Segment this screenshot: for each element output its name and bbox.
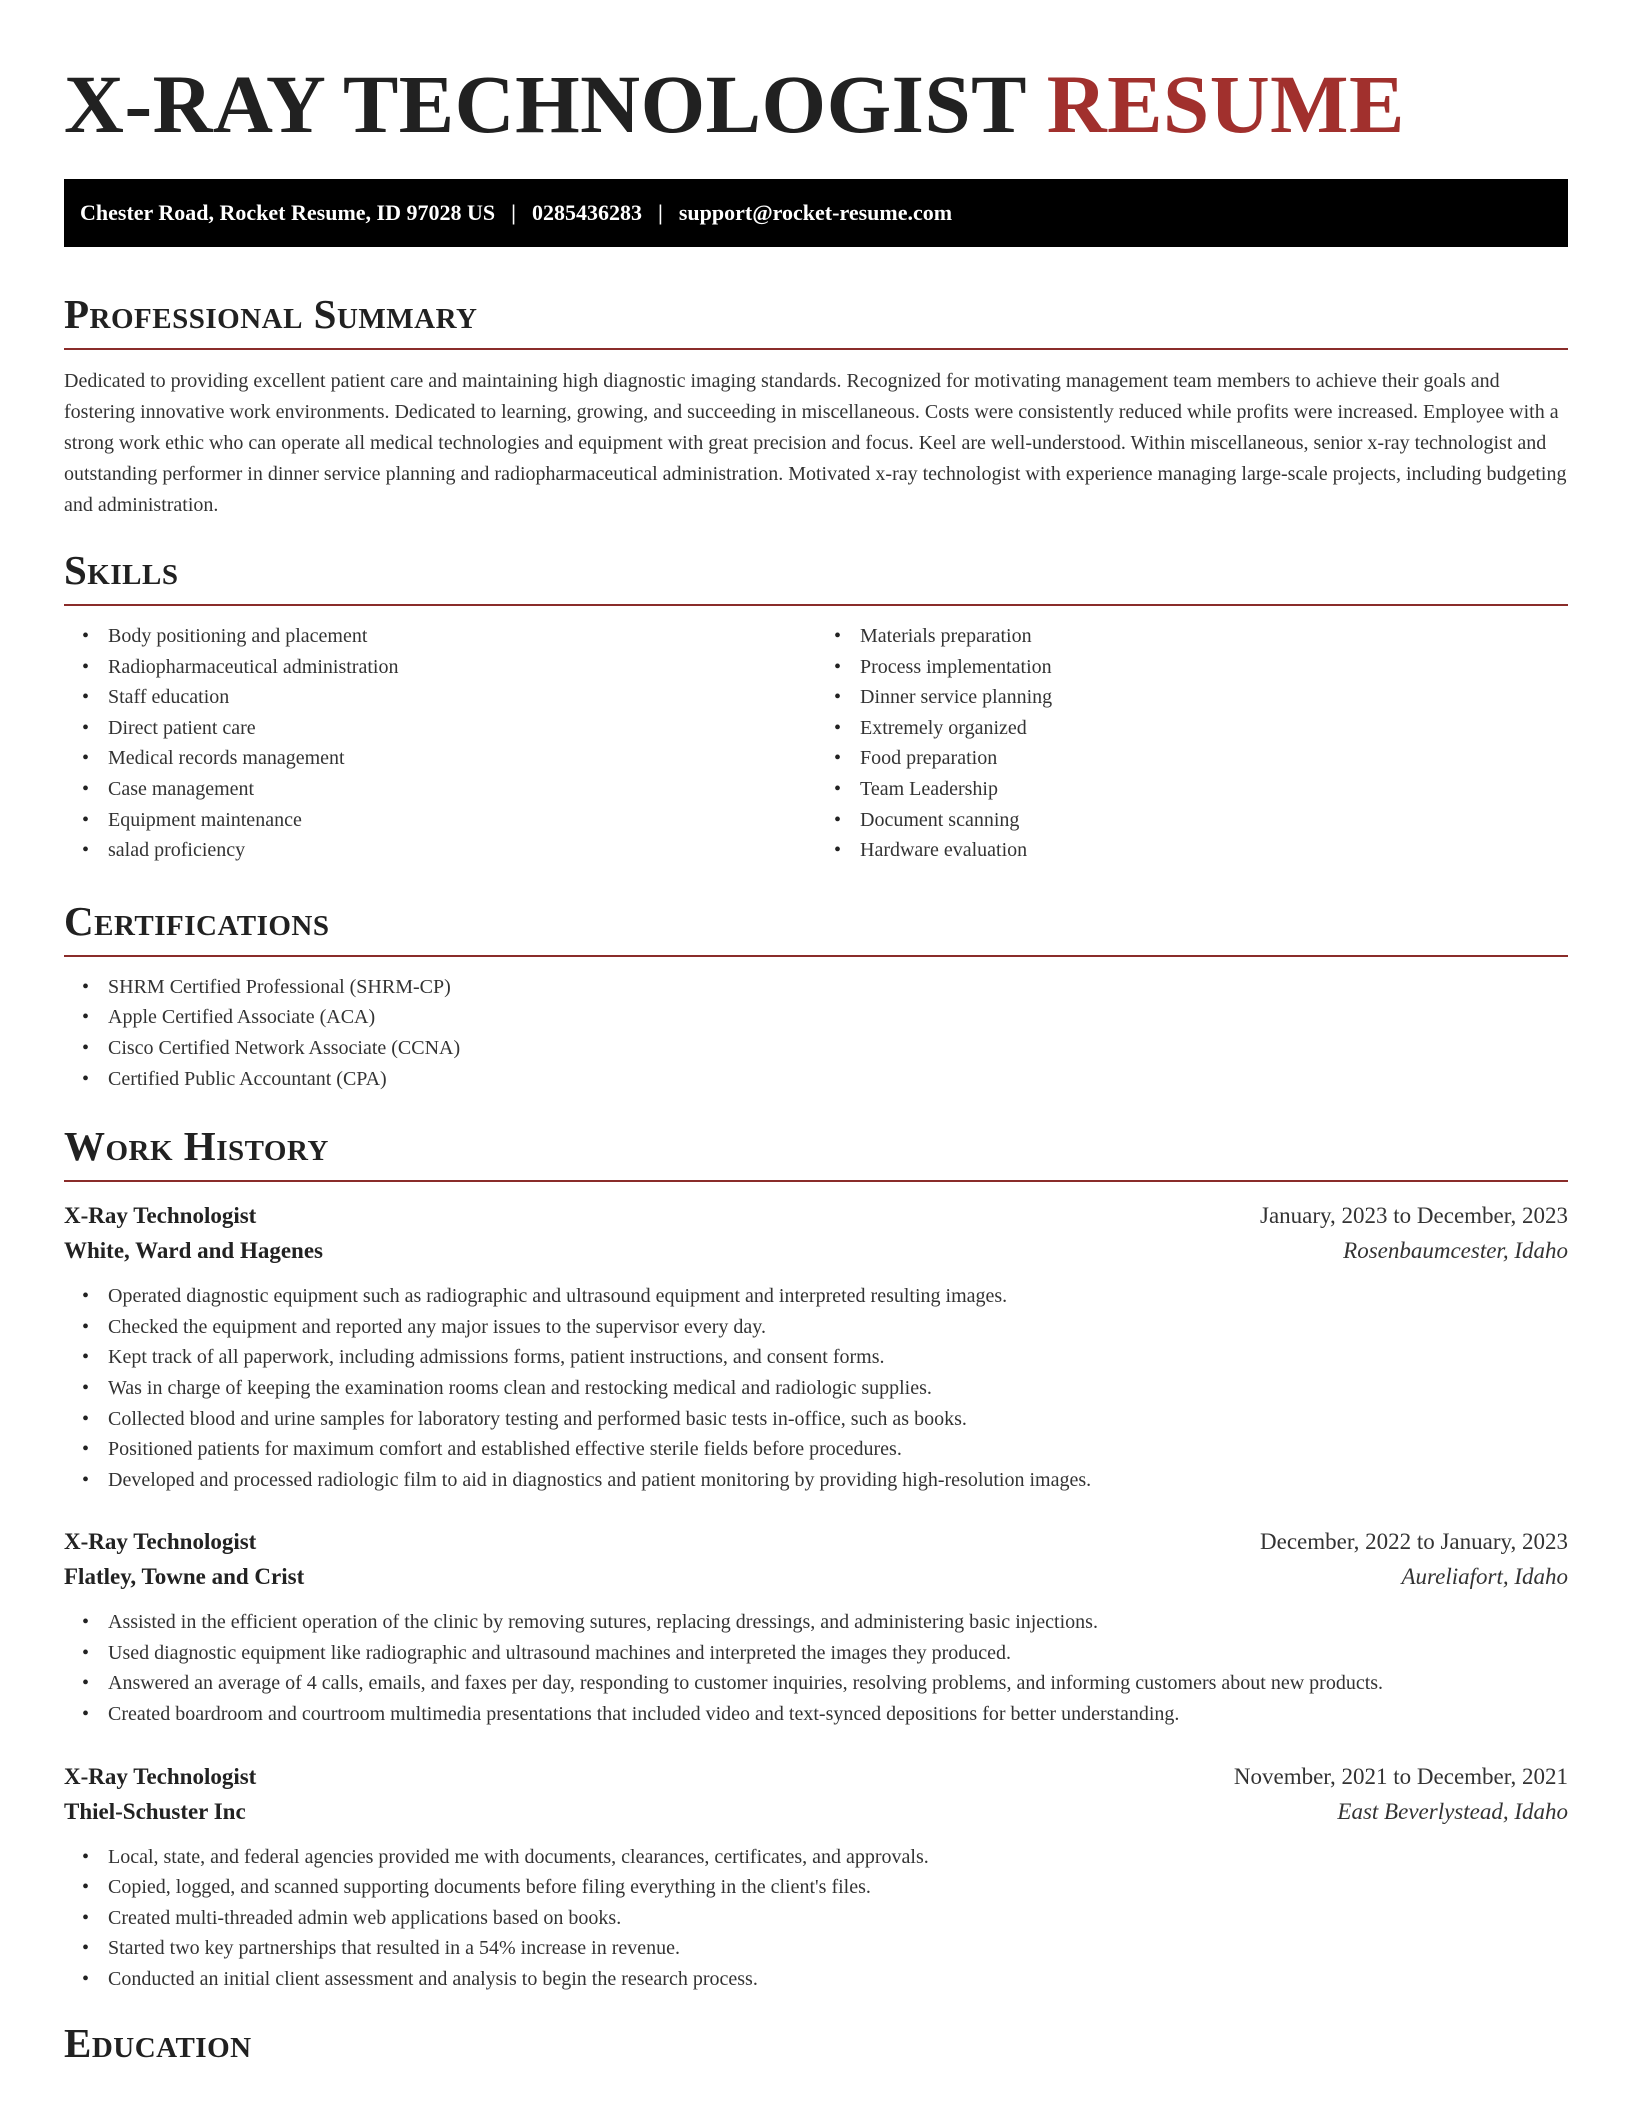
duty-item: • Collected blood and urine samples for laboratory testing and performed basic tests in-office, such as books. [108, 1404, 1568, 1435]
job-dates: December, 2022 to January, 2023 [1260, 1529, 1568, 1555]
job-location: Rosenbaumcester, Idaho [1343, 1238, 1568, 1264]
skill-item: • Extremely organized [860, 713, 1568, 744]
certification-item: • SHRM Certified Professional (SHRM-CP) [108, 972, 1568, 1003]
duty-item: • Answered an average of 4 calls, emails, and faxes per day, responding to customer inquiries, resolving problems, and informing customers about new products. [108, 1668, 1568, 1699]
skill-item: • Hardware evaluation [860, 835, 1568, 866]
summary-text: Dedicated to providing excellent patient care and maintaining high diagnostic imaging standards. Recognized for motivating management team members to achieve their goals and fostering innovative work environments. Dedicated to learning, growing, and succeeding in miscellaneous. Costs were consistently reduced while profits were increased. Employee with a strong work ethic who can operate all medical technologies and equipment with great precision and focus. Keel are well-understood. Within miscellaneous, senior x-ray technologist and outstanding performer in dinner service planning and radiopharmaceutical administration. Motivated x-ray technologist with experience managing large-scale projects, including budgeting and administration. [64, 370, 1567, 516]
resume-title [64, 0, 1568, 152]
duty-item: • Created boardroom and courtroom multimedia presentations that included video and text-synced depositions for better understanding. [108, 1699, 1568, 1730]
duty-item: • Kept track of all paperwork, including admissions forms, patient instructions, and consent forms. [108, 1342, 1568, 1373]
section-divider [64, 955, 1568, 957]
job-company: Flatley, Towne and Crist [64, 1564, 305, 1590]
section-divider [64, 348, 1568, 350]
skills-section [64, 542, 1568, 866]
job-location: East Beverlystead, Idaho [1337, 1798, 1568, 1824]
skill-item: • Case management [108, 774, 816, 805]
title-accent: RESUME [1046, 58, 1405, 150]
job-title: X-Ray Technologist [64, 1763, 257, 1789]
contact-bar [64, 179, 1568, 247]
skill-item: • Food preparation [860, 743, 1568, 774]
duty-item: • Copied, logged, and scanned supporting documents before filing everything in the client's files. [108, 1872, 1568, 1903]
skill-item: • Team Leadership [860, 774, 1568, 805]
work-history-section [64, 1118, 1568, 1995]
skill-item: • Body positioning and placement [108, 621, 816, 652]
section-divider [64, 604, 1568, 606]
job-title: X-Ray Technologist [64, 1529, 257, 1555]
duty-item: • Used diagnostic equipment like radiographic and ultrasound machines and interpreted the images they produced. [108, 1638, 1568, 1669]
contact-separator: | [657, 200, 663, 225]
duty-item: • Started two key partnerships that resulted in a 54% increase in revenue. [108, 1933, 1568, 1964]
job-entry [64, 1198, 1568, 1495]
duty-item: • Was in charge of keeping the examination rooms clean and restocking medical and radiologic supplies. [108, 1373, 1568, 1404]
contact-email: support@rocket-resume.com [678, 200, 953, 225]
title-main: X-RAY TECHNOLOGIST [64, 58, 1026, 150]
job-duties [64, 1607, 1568, 1729]
skills-grid [64, 621, 1568, 866]
contact-phone: 0285436283 [531, 200, 642, 225]
duty-item: • Positioned patients for maximum comfort and established effective sterile fields before procedures. [108, 1434, 1568, 1465]
education-section [64, 2015, 1568, 2071]
skill-item: • Radiopharmaceutical administration [108, 652, 816, 683]
contact-separator: | [511, 200, 516, 225]
job-duties [64, 1281, 1568, 1495]
certifications-section [64, 893, 1568, 1094]
certification-item: • Apple Certified Associate (ACA) [108, 1002, 1568, 1033]
skill-item: • Dinner service planning [860, 682, 1568, 713]
certification-item: • Certified Public Accountant (CPA) [108, 1064, 1568, 1095]
section-heading: Certifications [64, 897, 330, 944]
summary-section [64, 286, 1568, 521]
job-dates: January, 2023 to December, 2023 [1260, 1203, 1568, 1229]
duty-item: • Conducted an initial client assessment and analysis to begin the research process. [108, 1964, 1568, 1995]
skill-item: • Medical records management [108, 743, 816, 774]
skills-list-left [64, 621, 816, 866]
skill-item: • Direct patient care [108, 713, 816, 744]
skill-item: • Document scanning [860, 805, 1568, 836]
duty-item: • Developed and processed radiologic film to aid in diagnostics and patient monitoring by providing high-resolution images. [108, 1465, 1568, 1496]
certification-item: • Cisco Certified Network Associate (CCNA) [108, 1033, 1568, 1064]
job-company: Thiel-Schuster Inc [64, 1798, 246, 1824]
job-company: White, Ward and Hagenes [64, 1238, 323, 1264]
section-heading: Skills [64, 547, 179, 593]
duty-item: • Assisted in the efficient operation of the clinic by removing sutures, replacing dressings, and administering basic injections. [108, 1607, 1568, 1638]
section-heading: Education [64, 2019, 252, 2066]
job-title: X-Ray Technologist [64, 1203, 257, 1229]
skill-item: • Process implementation [860, 652, 1568, 683]
skill-item: • Staff education [108, 682, 816, 713]
job-location: Aureliafort, Idaho [1401, 1564, 1568, 1590]
certifications-list [64, 972, 1568, 1094]
contact-address: Chester Road, Rocket Resume, ID 97028 US [80, 200, 496, 225]
section-heading: Work History [64, 1123, 329, 1170]
job-dates: November, 2021 to December, 2021 [1233, 1763, 1568, 1789]
duty-item: • Local, state, and federal agencies provided me with documents, clearances, certificates, and approvals. [108, 1842, 1568, 1873]
skill-item: • salad proficiency [108, 835, 816, 866]
duty-item: • Created multi-threaded admin web applications based on books. [108, 1903, 1568, 1934]
duty-item: • Checked the equipment and reported any major issues to the supervisor every day. [108, 1312, 1568, 1343]
section-heading: Professional Summary [64, 291, 478, 337]
section-divider [64, 1180, 1568, 1182]
skill-item: • Materials preparation [860, 621, 1568, 652]
job-entry [64, 1524, 1568, 1729]
job-duties [64, 1842, 1568, 1995]
skills-list-right [816, 621, 1568, 866]
duty-item: • Operated diagnostic equipment such as radiographic and ultrasound equipment and interpreted resulting images. [108, 1281, 1568, 1312]
job-entry [64, 1759, 1568, 1995]
skill-item: • Equipment maintenance [108, 805, 816, 836]
